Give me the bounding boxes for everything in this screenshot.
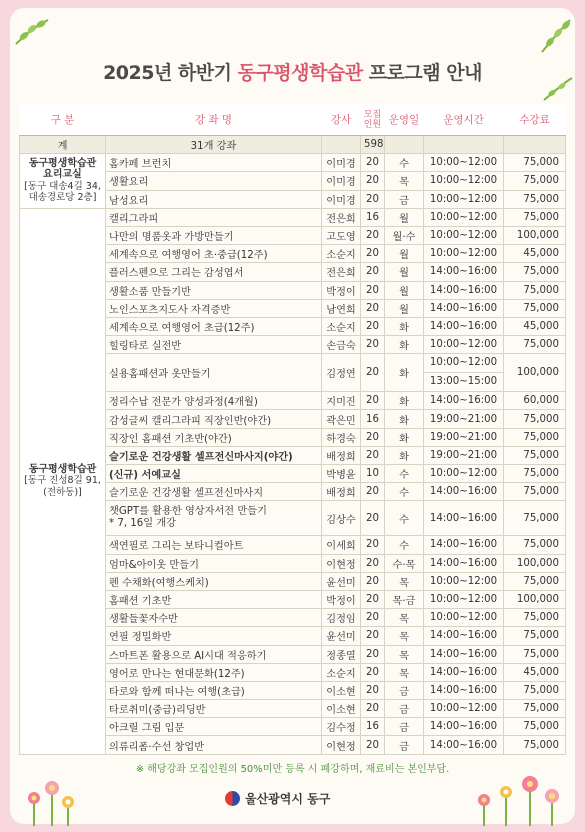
days-value: 목 <box>385 663 424 681</box>
time-value: 14:00~16:00 <box>424 392 504 410</box>
capacity-value: 20 <box>361 336 385 354</box>
teacher-name: 전은희 <box>322 208 361 226</box>
city-emblem-icon <box>225 791 240 806</box>
fee-value: 60,000 <box>504 392 566 410</box>
teacher-name: 배정희 <box>322 483 361 501</box>
capacity-value: 20 <box>361 609 385 627</box>
days-value: 화 <box>385 428 424 446</box>
teacher-name: 윤선미 <box>322 627 361 645</box>
title-org: 동구평생학습관 <box>237 62 363 84</box>
time-value <box>424 354 504 392</box>
fee-value: 100,000 <box>504 354 566 392</box>
course-name: 남성요리 <box>106 190 322 208</box>
course-name: 영어로 만나는 현대문화(12주) <box>106 663 322 681</box>
teacher-name: 김정임 <box>322 609 361 627</box>
time-value: 14:00~16:00 <box>424 501 504 536</box>
teacher-name: 전은희 <box>322 263 361 281</box>
capacity-value: 20 <box>361 627 385 645</box>
teacher-name: 이현정 <box>322 554 361 572</box>
course-name: 정리수납 전문가 양성과정(4개월) <box>106 392 322 410</box>
course-name: 나만의 명품옷과 가방만들기 <box>106 226 322 244</box>
fee-value: 75,000 <box>504 681 566 699</box>
fee-value: 75,000 <box>504 718 566 736</box>
capacity-value: 20 <box>361 663 385 681</box>
course-name: 타로와 함께 떠나는 여행(초급) <box>106 681 322 699</box>
capacity-value: 20 <box>361 536 385 554</box>
teacher-name: 박병윤 <box>322 465 361 483</box>
capacity-value: 16 <box>361 208 385 226</box>
footer-logo-text: 울산광역시 동구 <box>245 792 331 806</box>
days-value: 화 <box>385 446 424 464</box>
header-teacher: 강사 <box>322 104 361 136</box>
capacity-value: 20 <box>361 154 385 172</box>
teacher-name: 김정연 <box>322 354 361 392</box>
program-table <box>19 104 566 755</box>
teacher-name: 이현정 <box>322 736 361 754</box>
days-value: 월 <box>385 245 424 263</box>
course-name: 슬기로운 건강생활 셀프전신마사지(야간) <box>106 446 322 464</box>
time-value: 14:00~16:00 <box>424 627 504 645</box>
capacity-value: 20 <box>361 681 385 699</box>
time-value: 10:00~12:00 <box>424 226 504 244</box>
course-name: 생활요리 <box>106 172 322 190</box>
fee-value: 75,000 <box>504 465 566 483</box>
days-value: 목 <box>385 627 424 645</box>
teacher-name: 이미경 <box>322 190 361 208</box>
days-value: 수 <box>385 483 424 501</box>
days-value: 월·수 <box>385 226 424 244</box>
table-row <box>20 154 566 172</box>
capacity-value: 20 <box>361 446 385 464</box>
title-rest: 프로그램 안내 <box>362 62 482 84</box>
days-value: 목 <box>385 609 424 627</box>
capacity-value: 20 <box>361 172 385 190</box>
flower-decoration-bottom-left <box>14 772 84 826</box>
total-empty <box>424 136 504 154</box>
capacity-value: 20 <box>361 190 385 208</box>
course-name: 직장인 홈패션 기초반(야간) <box>106 428 322 446</box>
fee-value: 45,000 <box>504 663 566 681</box>
fee-value: 75,000 <box>504 572 566 590</box>
category-name: 동구평생학습관 요리교실 <box>28 157 97 181</box>
capacity-value: 20 <box>361 501 385 536</box>
course-name: 생활소품 만들기반 <box>106 281 322 299</box>
capacity-value: 20 <box>361 428 385 446</box>
category-cell <box>20 154 106 209</box>
teacher-name: 하경숙 <box>322 428 361 446</box>
time-value: 10:00~12:00 <box>424 172 504 190</box>
fee-value: 100,000 <box>504 226 566 244</box>
course-name: 세계속으로 여행영어 초급(12주) <box>106 317 322 335</box>
fee-value: 75,000 <box>504 501 566 536</box>
fee-value: 45,000 <box>504 317 566 335</box>
course-name: 홈패션 기초반 <box>106 590 322 608</box>
days-value: 수 <box>385 465 424 483</box>
days-value: 월 <box>385 299 424 317</box>
time-value: 14:00~16:00 <box>424 718 504 736</box>
teacher-name: 이세희 <box>322 536 361 554</box>
time-value: 14:00~16:00 <box>424 281 504 299</box>
course-name: 세계속으로 여행영어 초·중급(12주) <box>106 245 322 263</box>
fee-value: 75,000 <box>504 736 566 754</box>
time-value: 10:00~12:00 <box>424 190 504 208</box>
leaf-decoration-top-left <box>12 14 52 48</box>
fee-value: 75,000 <box>504 536 566 554</box>
total-label: 계 <box>20 136 106 154</box>
capacity-value: 20 <box>361 299 385 317</box>
days-value: 금 <box>385 700 424 718</box>
capacity-value: 20 <box>361 483 385 501</box>
capacity-value: 16 <box>361 718 385 736</box>
days-value: 금 <box>385 736 424 754</box>
time-value: 10:00~12:00 <box>424 700 504 718</box>
table-header-row <box>20 104 566 136</box>
fee-value: 75,000 <box>504 336 566 354</box>
fee-value: 75,000 <box>504 483 566 501</box>
time-value: 14:00~16:00 <box>424 263 504 281</box>
time-value: 10:00~12:00 <box>424 245 504 263</box>
course-name: 슬기로운 건강생활 셀프전신마사지 <box>106 483 322 501</box>
teacher-name: 박정이 <box>322 281 361 299</box>
fee-value: 45,000 <box>504 245 566 263</box>
capacity-value: 20 <box>361 590 385 608</box>
fee-value: 75,000 <box>504 172 566 190</box>
time-value: 10:00~12:00 <box>424 590 504 608</box>
teacher-name: 소순지 <box>322 245 361 263</box>
category-name: 동구평생학습관 <box>28 463 97 475</box>
days-value: 수·목 <box>385 554 424 572</box>
teacher-name: 김수정 <box>322 718 361 736</box>
capacity-value: 20 <box>361 392 385 410</box>
teacher-name: 곽은민 <box>322 410 361 428</box>
time-value: 10:00~12:00 <box>424 154 504 172</box>
header-fee: 수강료 <box>504 104 566 136</box>
fee-value: 75,000 <box>504 645 566 663</box>
course-name: (신규) 서예교실 <box>106 465 322 483</box>
time-value: 19:00~21:00 <box>424 428 504 446</box>
header-time: 운영시간 <box>424 104 504 136</box>
days-value: 수 <box>385 501 424 536</box>
days-value: 목 <box>385 572 424 590</box>
course-name: 생활들꽃자수반 <box>106 609 322 627</box>
header-category: 구 분 <box>20 104 106 136</box>
course-name: 색연필로 그리는 보타니컬아트 <box>106 536 322 554</box>
course-name: 스마트폰 활용으로 AI시대 적응하기 <box>106 645 322 663</box>
teacher-name: 이미경 <box>322 154 361 172</box>
capacity-value: 20 <box>361 572 385 590</box>
capacity-value: 20 <box>361 736 385 754</box>
fee-value: 100,000 <box>504 590 566 608</box>
time-value: 10:00~12:00 <box>424 336 504 354</box>
capacity-value: 20 <box>361 354 385 392</box>
footer-logo <box>225 790 330 807</box>
teacher-name: 배정희 <box>322 446 361 464</box>
footnote: ※ 해당강좌 모집인원의 50%미만 등록 시 폐강하며, 재료비는 본인부담. <box>135 764 450 775</box>
capacity-value: 20 <box>361 700 385 718</box>
time-value: 14:00~16:00 <box>424 736 504 754</box>
teacher-name: 지미진 <box>322 392 361 410</box>
course-name: 챗GPT를 활용한 영상자서전 만들기 * 7, 16일 개강 <box>106 501 322 536</box>
capacity-value: 16 <box>361 410 385 428</box>
days-value: 화 <box>385 354 424 392</box>
fee-value: 75,000 <box>504 190 566 208</box>
header-days: 운영일 <box>385 104 424 136</box>
course-name: 엄마&아이옷 만들기 <box>106 554 322 572</box>
time-value: 14:00~16:00 <box>424 663 504 681</box>
course-name: 노인스포츠지도사 자격증반 <box>106 299 322 317</box>
fee-value: 75,000 <box>504 299 566 317</box>
time-slot: 13:00~15:00 <box>429 376 498 388</box>
capacity-value: 20 <box>361 263 385 281</box>
days-value: 월 <box>385 281 424 299</box>
fee-value: 75,000 <box>504 154 566 172</box>
course-name: 캘리그라피 <box>106 208 322 226</box>
total-courses: 31개 강좌 <box>106 136 322 154</box>
course-name: 힐링타로 실전반 <box>106 336 322 354</box>
time-value: 19:00~21:00 <box>424 446 504 464</box>
total-empty <box>504 136 566 154</box>
days-value: 수 <box>385 536 424 554</box>
title-year: 2025년 하반기 <box>103 62 238 84</box>
days-value: 목·금 <box>385 590 424 608</box>
teacher-name: 이소현 <box>322 700 361 718</box>
capacity-value: 20 <box>361 245 385 263</box>
category-address: [동구 진성8길 91, (전하동)] <box>24 475 101 498</box>
teacher-name: 김상수 <box>322 501 361 536</box>
teacher-name: 정종열 <box>322 645 361 663</box>
days-value: 화 <box>385 317 424 335</box>
course-name: 타로취미(중급)리딩반 <box>106 700 322 718</box>
days-value: 화 <box>385 392 424 410</box>
header-capacity <box>361 104 385 136</box>
fee-value: 75,000 <box>504 263 566 281</box>
header-capacity-text: 모집 인원 <box>363 109 382 130</box>
course-name: 감성글씨 캘리그라피 직장인반(야간) <box>106 410 322 428</box>
fee-value: 75,000 <box>504 428 566 446</box>
total-row <box>20 136 566 154</box>
course-name: 의류리폼·수선 창업반 <box>106 736 322 754</box>
fee-value: 75,000 <box>504 281 566 299</box>
course-name: 홈카페 브런치 <box>106 154 322 172</box>
fee-value: 75,000 <box>504 208 566 226</box>
days-value: 수 <box>385 154 424 172</box>
flower-decoration-bottom-right <box>470 770 570 826</box>
page-title <box>0 58 585 85</box>
time-value: 14:00~16:00 <box>424 554 504 572</box>
capacity-value: 10 <box>361 465 385 483</box>
total-empty <box>385 136 424 154</box>
fee-value: 75,000 <box>504 410 566 428</box>
time-split <box>424 354 503 391</box>
time-value: 14:00~16:00 <box>424 299 504 317</box>
leaf-decoration-top-right <box>536 16 576 56</box>
fee-value: 75,000 <box>504 627 566 645</box>
course-name: 플러스펜으로 그리는 감성엽서 <box>106 263 322 281</box>
days-value: 금 <box>385 190 424 208</box>
time-value: 10:00~12:00 <box>424 465 504 483</box>
capacity-value: 20 <box>361 281 385 299</box>
teacher-name: 이소현 <box>322 681 361 699</box>
course-name: 연필 정밀화반 <box>106 627 322 645</box>
time-value: 10:00~12:00 <box>424 572 504 590</box>
days-value: 금 <box>385 718 424 736</box>
capacity-value: 20 <box>361 226 385 244</box>
time-value: 14:00~16:00 <box>424 681 504 699</box>
days-value: 목 <box>385 645 424 663</box>
fee-value: 75,000 <box>504 609 566 627</box>
time-slot: 10:00~12:00 <box>424 354 503 373</box>
fee-value: 75,000 <box>504 446 566 464</box>
total-capacity: 598 <box>361 136 385 154</box>
teacher-name: 손금숙 <box>322 336 361 354</box>
teacher-name: 박정이 <box>322 590 361 608</box>
course-name: 실용홈패션과 옷만들기 <box>106 354 322 392</box>
course-name: 펜 수채화(여행스케치) <box>106 572 322 590</box>
days-value: 월 <box>385 208 424 226</box>
time-value: 14:00~16:00 <box>424 483 504 501</box>
days-value: 화 <box>385 410 424 428</box>
days-value: 화 <box>385 336 424 354</box>
time-value: 14:00~16:00 <box>424 317 504 335</box>
teacher-name: 소순지 <box>322 317 361 335</box>
capacity-value: 20 <box>361 645 385 663</box>
capacity-value: 20 <box>361 554 385 572</box>
table-body <box>20 136 566 755</box>
total-empty <box>322 136 361 154</box>
time-value: 19:00~21:00 <box>424 410 504 428</box>
teacher-name: 소순지 <box>322 663 361 681</box>
capacity-value: 20 <box>361 317 385 335</box>
teacher-name: 윤선미 <box>322 572 361 590</box>
days-value: 금 <box>385 681 424 699</box>
table-row <box>20 208 566 226</box>
header-course: 강 좌 명 <box>106 104 322 136</box>
time-value: 10:00~12:00 <box>424 609 504 627</box>
time-value: 14:00~16:00 <box>424 536 504 554</box>
teacher-name: 이미경 <box>322 172 361 190</box>
days-value: 월 <box>385 263 424 281</box>
teacher-name: 고도영 <box>322 226 361 244</box>
fee-value: 100,000 <box>504 554 566 572</box>
time-value: 10:00~12:00 <box>424 208 504 226</box>
course-name: 아크릴 그림 입문 <box>106 718 322 736</box>
fee-value: 75,000 <box>504 700 566 718</box>
days-value: 목 <box>385 172 424 190</box>
teacher-name: 남연희 <box>322 299 361 317</box>
category-address: [동구 대송4길 34, 대송경로당 2층] <box>24 180 101 204</box>
time-value: 14:00~16:00 <box>424 645 504 663</box>
category-cell <box>20 208 106 754</box>
